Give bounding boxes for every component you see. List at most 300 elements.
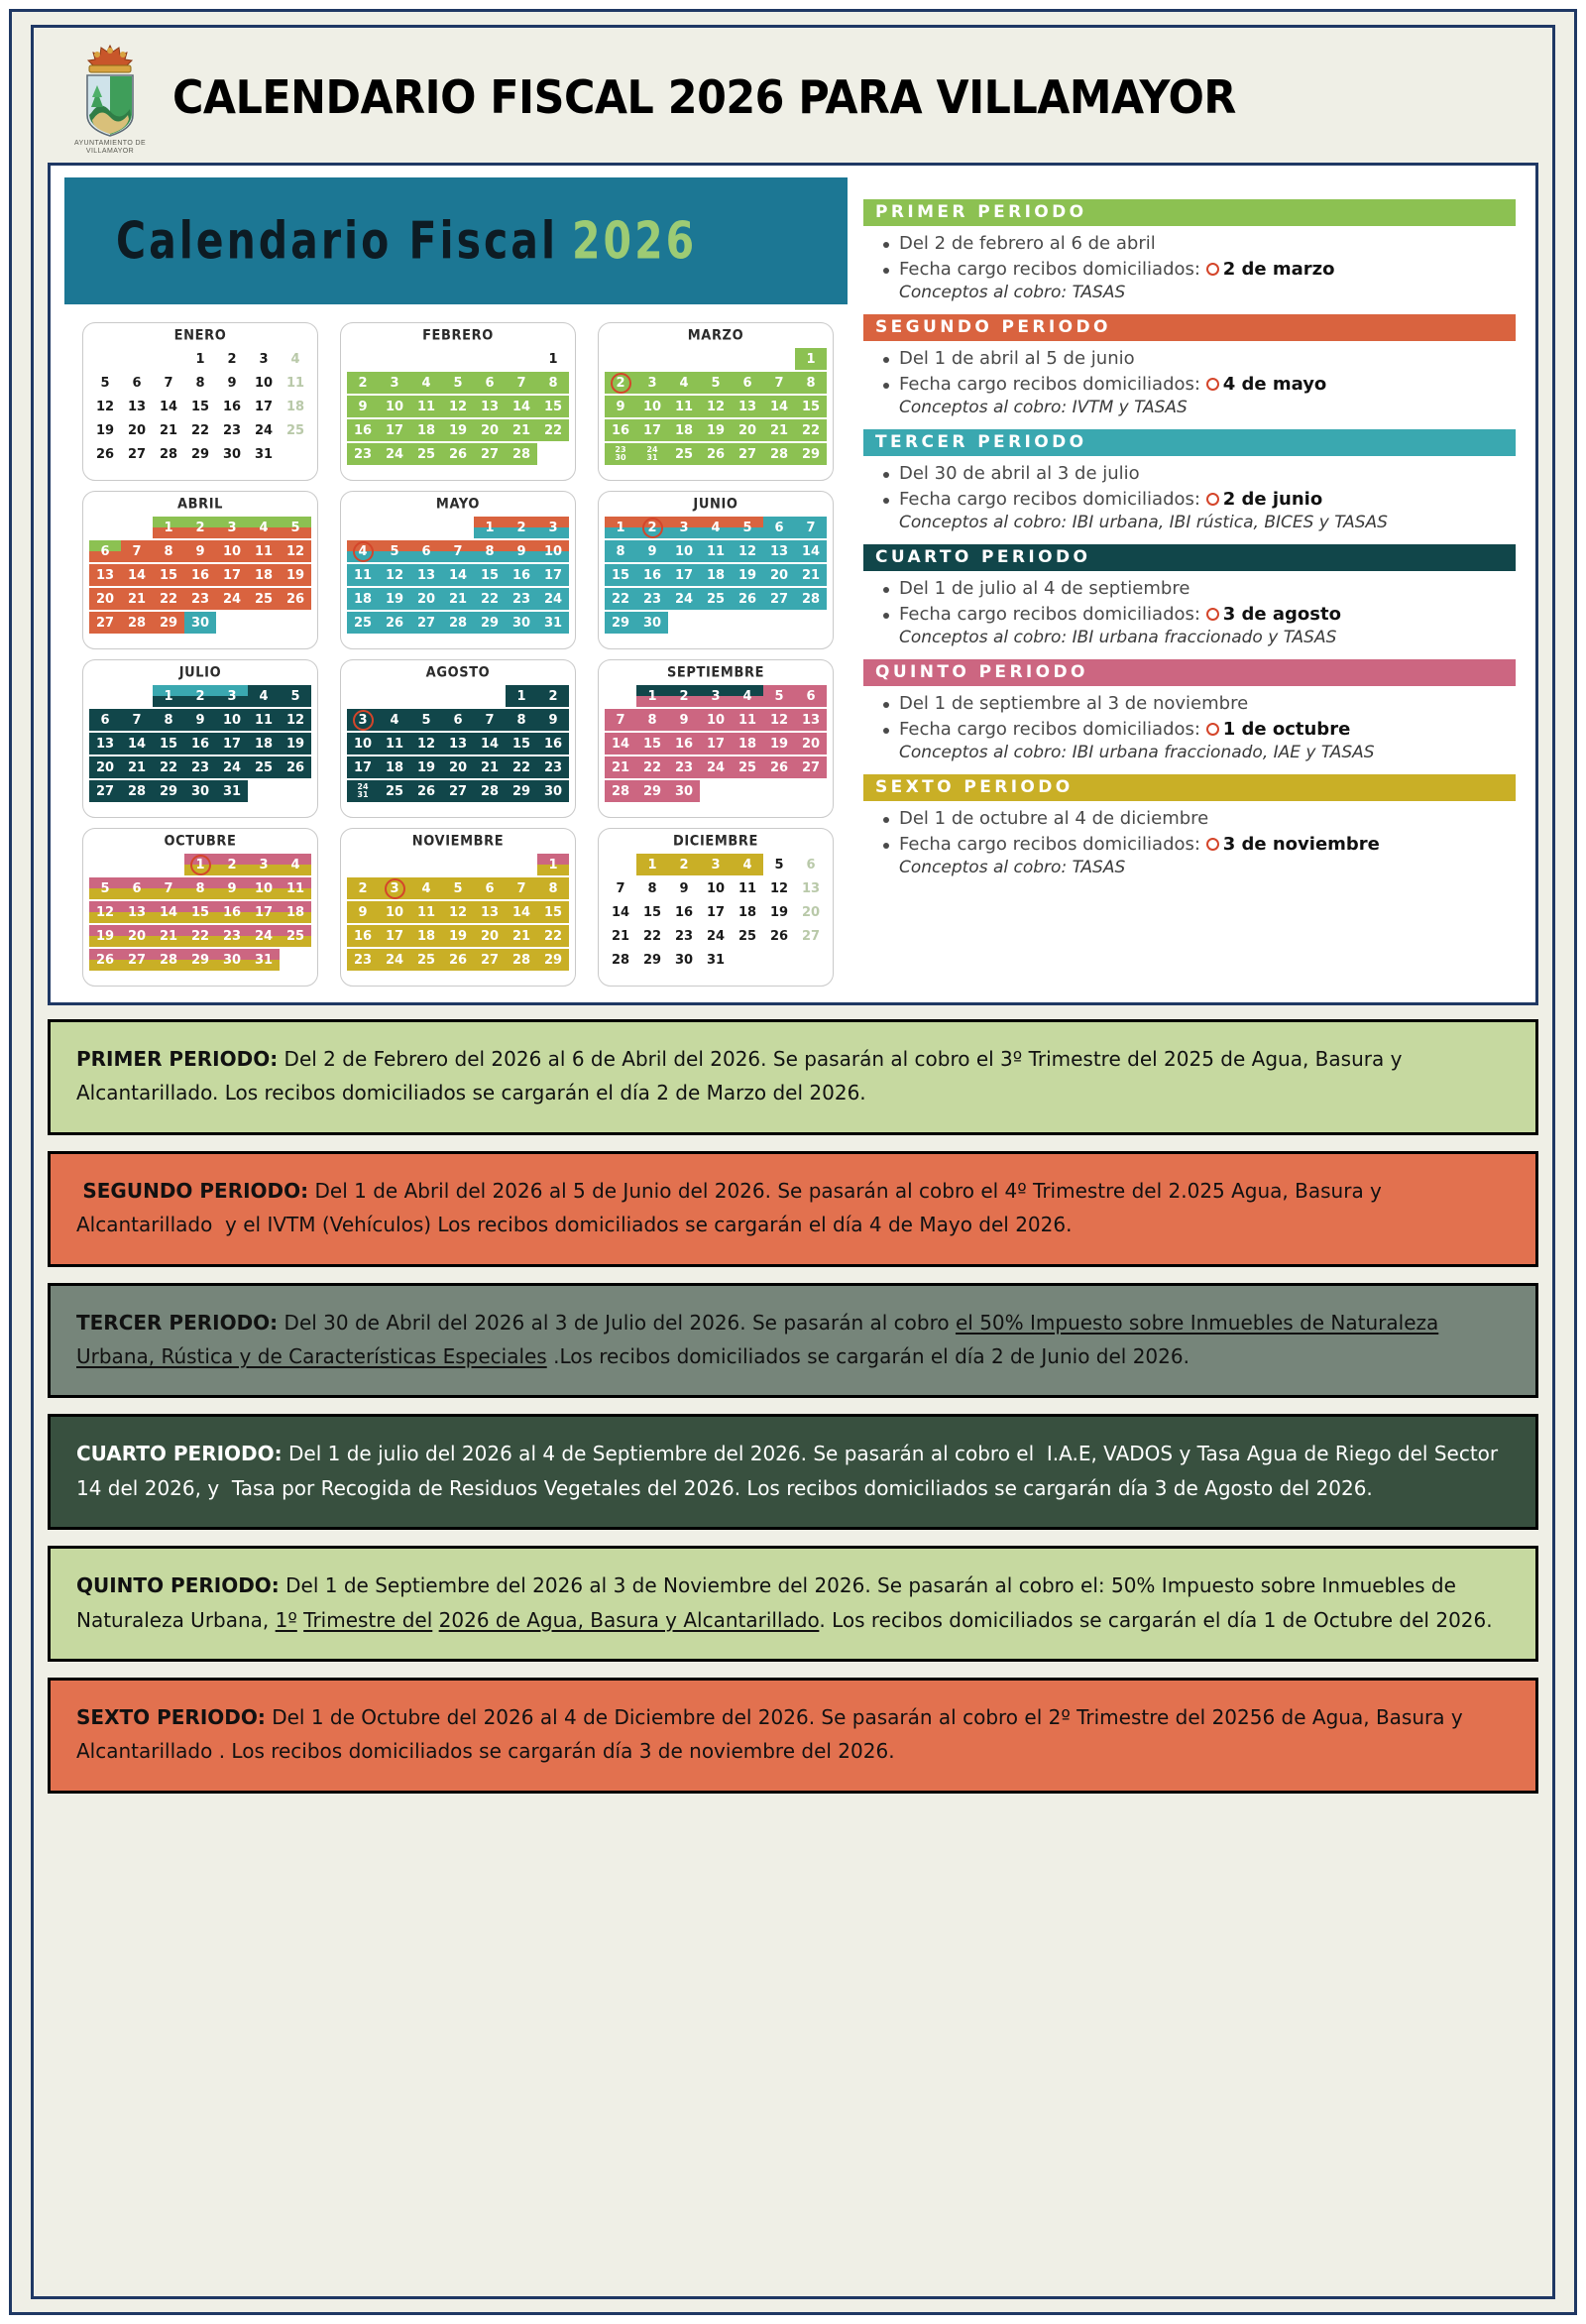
month-card: [598, 659, 834, 818]
day-cell: 11: [285, 375, 305, 391]
day-cell: 4: [700, 517, 732, 538]
day-cell: 14: [795, 540, 827, 562]
day-cell: [89, 517, 121, 538]
day-cell: 14: [153, 901, 184, 923]
day-cell: 21: [442, 588, 474, 610]
page-header: [48, 38, 1538, 163]
week-row: [89, 564, 311, 586]
period-charge-line: [879, 257, 1514, 283]
day-cell: 4: [732, 854, 763, 875]
day-cell: 23: [222, 422, 242, 438]
day-cell: 7: [795, 517, 827, 538]
day-cell: 7: [474, 709, 506, 731]
day-cell: 3: [700, 685, 732, 707]
day-cell: 22: [190, 422, 210, 438]
period-charge-line: [879, 717, 1514, 743]
day-cell: 2: [605, 372, 636, 394]
day-cell: [605, 854, 636, 875]
day-cell: 24: [379, 949, 410, 971]
day-cell: 1: [474, 517, 506, 538]
day-cell: 26: [280, 588, 311, 610]
day-cell: 22: [474, 588, 506, 610]
day-cell: 5: [442, 877, 474, 899]
week-row: [89, 419, 311, 441]
month-name: SEPTIEMBRE: [666, 664, 765, 681]
day-cell: 28: [506, 949, 537, 971]
week-row: [89, 901, 311, 923]
day-cell: [442, 348, 474, 370]
day-cell: 9: [537, 709, 569, 731]
week-row: [605, 419, 827, 441]
day-cell: 11: [410, 901, 442, 923]
day-cell: [379, 517, 410, 538]
day-cell: 26: [442, 443, 474, 465]
villamayor-coat-of-arms-icon: [73, 42, 147, 156]
period-charge-date: 4 de mayo: [1206, 374, 1327, 395]
charge-date-ring-icon: [1206, 608, 1219, 621]
day-cell: 6: [442, 709, 474, 731]
day-cell: 18: [248, 564, 280, 586]
day-cell: 6: [410, 540, 442, 562]
day-cell: 24 31: [636, 443, 668, 465]
calendar-banner-text: Calendario Fiscal: [116, 211, 559, 271]
day-cell: 4: [347, 540, 379, 562]
day-cell: 10: [379, 901, 410, 923]
day-cell: 23: [674, 928, 694, 944]
day-cell: 11: [410, 396, 442, 417]
day-cell: 15: [506, 733, 537, 755]
day-cell: 29: [636, 780, 668, 802]
day-cell: [763, 612, 795, 634]
week-row: [605, 564, 827, 586]
week-row: [347, 780, 569, 802]
day-cell: 15: [153, 564, 184, 586]
day-cell: 8: [195, 375, 205, 391]
day-cell: [442, 517, 474, 538]
day-cell: 24: [379, 443, 410, 465]
day-cell: 29: [537, 949, 569, 971]
day-cell: 2: [636, 517, 668, 538]
day-cell: 5: [700, 372, 732, 394]
week-row: [89, 588, 311, 610]
period-description-cuarto-periodo: CUARTO PERIODO: Del 1 de julio del 2026 al 4 de Septiembre del 2026. Se pasarán al cobro el I.A.E, VADOS y Tasa Agua de Riego del Sector 14 del 2026, y Tasa por Recogida de Residuos Vegetales del 2026. Los recibos domiciliados se cargarán día 3 de Agosto del 2026.: [48, 1414, 1538, 1530]
day-cell: 9: [227, 375, 237, 391]
week-row: [89, 925, 311, 947]
day-cell: 30: [216, 949, 248, 971]
day-cell: 10: [636, 396, 668, 417]
day-cell: [280, 443, 311, 465]
week-row: [347, 877, 569, 899]
day-cell: 29: [642, 952, 662, 968]
month-card: [340, 322, 576, 481]
month-name: JULIO: [178, 664, 222, 681]
day-cell: 15: [474, 564, 506, 586]
day-cell: 5: [732, 517, 763, 538]
day-cell: 3: [668, 517, 700, 538]
day-cell: 4: [410, 372, 442, 394]
day-cell: 15: [795, 396, 827, 417]
day-cell: 16: [347, 925, 379, 947]
day-cell: 28: [763, 443, 795, 465]
day-cell: 22: [795, 419, 827, 441]
day-cell: [379, 348, 410, 370]
day-cell: 10: [216, 540, 248, 562]
day-cell: 30: [668, 780, 700, 802]
day-cell: 21: [159, 422, 178, 438]
day-cell: 1: [636, 685, 668, 707]
week-row: [605, 588, 827, 610]
day-cell: 22: [642, 928, 662, 944]
day-cell: 21: [474, 756, 506, 778]
day-cell: 9: [216, 877, 248, 899]
day-cell: 19: [280, 733, 311, 755]
day-cell: 13: [121, 901, 153, 923]
charge-date-ring-icon: [642, 518, 663, 538]
week-row: [347, 925, 569, 947]
day-cell: 12: [763, 709, 795, 731]
day-cell: 13: [763, 540, 795, 562]
day-cell: 20: [801, 904, 821, 920]
day-cell: 14: [506, 901, 537, 923]
day-cell: 9: [636, 540, 668, 562]
period-date-range: Del 30 de abril al 3 de julio: [879, 461, 1514, 487]
period-charge-label: Fecha cargo recibos domiciliados:: [899, 488, 1206, 510]
day-cell: 14: [611, 904, 630, 920]
period-charge-line: [879, 602, 1514, 628]
day-cell: 19: [700, 419, 732, 441]
month-card: [82, 491, 318, 649]
day-cell: 15: [537, 396, 569, 417]
fiscal-calendar-infographic: [48, 163, 1538, 1005]
week-row: [347, 540, 569, 562]
day-cell: 30: [184, 780, 216, 802]
day-cell: 30: [537, 780, 569, 802]
day-cell: 22: [636, 756, 668, 778]
day-cell: 18: [280, 901, 311, 923]
day-cell: 1: [506, 685, 537, 707]
week-row: [89, 949, 311, 971]
week-row: [347, 709, 569, 731]
day-cell: 22: [605, 588, 636, 610]
period-charge-label: Fecha cargo recibos domiciliados:: [899, 603, 1206, 625]
day-cell: 29: [506, 780, 537, 802]
day-cell: 9: [668, 709, 700, 731]
day-cell: 20: [763, 564, 795, 586]
day-cell: 2: [347, 372, 379, 394]
day-cell: 21: [605, 756, 636, 778]
day-cell: 14: [121, 733, 153, 755]
day-cell: 1: [153, 685, 184, 707]
day-cell: 28: [442, 612, 474, 634]
period-charge-date: 1 de octubre: [1206, 719, 1351, 740]
day-cell: [763, 949, 795, 971]
week-row: [605, 854, 827, 875]
day-cell: 15: [605, 564, 636, 586]
day-cell: 7: [442, 540, 474, 562]
day-cell: [763, 348, 795, 370]
day-cell: 6: [132, 375, 142, 391]
week-row: [347, 901, 569, 923]
day-cell: 15: [537, 901, 569, 923]
day-cell: 31: [706, 952, 726, 968]
day-cell: 23 30: [605, 443, 636, 465]
day-cell: 1: [537, 854, 569, 875]
day-cell: [474, 854, 506, 875]
day-cell: [216, 612, 248, 634]
day-cell: [410, 854, 442, 875]
day-cell: 28: [474, 780, 506, 802]
month-name: MARZO: [687, 327, 744, 344]
day-cell: 2: [227, 351, 237, 367]
day-cell: 10: [216, 709, 248, 731]
day-cell: 12: [95, 399, 115, 414]
period-heading: QUINTO PERIODO: [863, 659, 1516, 686]
crest-caption: AYUNTAMIENTO DE VILLAMAYOR: [73, 140, 147, 156]
period-legend-entry: [863, 314, 1516, 423]
day-cell: 30: [674, 952, 694, 968]
day-cell: 14: [763, 396, 795, 417]
month-name: MAYO: [435, 496, 481, 513]
day-cell: 26: [280, 756, 311, 778]
day-cell: 17: [379, 419, 410, 441]
day-cell: 1: [795, 348, 827, 370]
day-cell: 24: [700, 756, 732, 778]
month-name: FEBRERO: [422, 327, 494, 344]
day-cell: 3: [537, 517, 569, 538]
day-cell: 4: [248, 685, 280, 707]
day-cell: 22: [153, 588, 184, 610]
period-charge-date: 2 de marzo: [1206, 259, 1335, 280]
day-cell: 29: [184, 949, 216, 971]
day-cell: 3: [216, 685, 248, 707]
period-description-tercer-periodo: TERCER PERIODO: Del 30 de Abril del 2026 al 3 de Julio del 2026. Se pasarán al cobro el 50% Impuesto sobre Inmuebles de Naturaleza Urbana, Rústica y de Características Especiales .Los recibos domiciliados se cargarán el día 2 de Junio del 2026.: [48, 1283, 1538, 1399]
calendar-months-section: [64, 177, 848, 987]
day-cell: 19: [763, 733, 795, 755]
day-cell: 3: [379, 877, 410, 899]
day-cell: [700, 612, 732, 634]
day-cell: [280, 780, 311, 802]
period-description-quinto-periodo: QUINTO PERIODO: Del 1 de Septiembre del 2026 al 3 de Noviembre del 2026. Se pasarán al cobro el: 50% Impuesto sobre Inmuebles de Naturaleza Urbana, 1º Trimestre del 2026 de Agua, Basura y Alcantarillado. Los recibos domiciliados se cargarán el día 1 de Octubre del 2026.: [48, 1546, 1538, 1662]
day-cell: 7: [506, 372, 537, 394]
week-row: [89, 517, 311, 538]
day-cell: 1: [605, 517, 636, 538]
period-charge-label: Fecha cargo recibos domiciliados:: [899, 258, 1206, 280]
period-heading: CUARTO PERIODO: [863, 544, 1516, 571]
day-cell: 5: [379, 540, 410, 562]
day-cell: 11: [280, 877, 311, 899]
day-cell: 22: [184, 925, 216, 947]
period-legend-entry: [863, 199, 1516, 308]
day-cell: 18: [410, 419, 442, 441]
periods-legend: [863, 177, 1522, 987]
week-row: [89, 756, 311, 778]
day-cell: [700, 780, 732, 802]
day-cell: 12: [700, 396, 732, 417]
months-grid: [64, 322, 848, 987]
month-card: [340, 659, 576, 818]
day-cell: 6: [795, 685, 827, 707]
day-cell: 18: [668, 419, 700, 441]
month-card: [82, 659, 318, 818]
day-cell: 2: [216, 854, 248, 875]
day-cell: 8: [184, 877, 216, 899]
day-cell: 23: [537, 756, 569, 778]
day-cell: 2: [668, 854, 700, 875]
day-cell: 28: [605, 780, 636, 802]
week-row: [605, 756, 827, 778]
day-cell: [121, 517, 153, 538]
day-cell: 30: [184, 612, 216, 634]
day-cell: 21: [121, 756, 153, 778]
charge-date-ring-icon: [1206, 263, 1219, 276]
day-cell: 28: [153, 949, 184, 971]
month-card: [598, 828, 834, 987]
day-cell: 12: [280, 540, 311, 562]
day-cell: 5: [774, 857, 784, 872]
day-cell: 6: [121, 877, 153, 899]
day-cell: 31: [216, 780, 248, 802]
week-row: [89, 877, 311, 899]
week-row: [605, 396, 827, 417]
day-cell: [700, 348, 732, 370]
day-cell: 27: [474, 949, 506, 971]
day-cell: 28: [611, 952, 630, 968]
period-date-range: Del 1 de abril al 5 de junio: [879, 346, 1514, 372]
day-cell: 20: [732, 419, 763, 441]
day-cell: 18: [379, 756, 410, 778]
day-cell: 24: [706, 928, 726, 944]
day-cell: 17: [347, 756, 379, 778]
day-cell: 13: [801, 880, 821, 896]
day-cell: 9: [347, 901, 379, 923]
day-cell: 15: [636, 733, 668, 755]
day-cell: 16: [222, 399, 242, 414]
day-cell: 19: [410, 756, 442, 778]
day-cell: 10: [347, 733, 379, 755]
day-cell: [795, 612, 827, 634]
week-row: [605, 372, 827, 394]
day-cell: 7: [763, 372, 795, 394]
day-cell: 8: [795, 372, 827, 394]
day-cell: [89, 685, 121, 707]
day-cell: 3: [248, 854, 280, 875]
day-cell: 18: [700, 564, 732, 586]
period-legend-entry: [863, 429, 1516, 538]
week-row: [347, 517, 569, 538]
week-row: [605, 780, 827, 802]
period-heading: SEGUNDO PERIODO: [863, 314, 1516, 341]
day-cell: 2: [537, 685, 569, 707]
month-name: JUNIO: [693, 496, 738, 513]
day-cell: 25: [410, 443, 442, 465]
day-cell: 17: [216, 564, 248, 586]
day-cell: [347, 685, 379, 707]
day-cell: 13: [410, 564, 442, 586]
week-row: [347, 854, 569, 875]
day-cell: 18: [732, 733, 763, 755]
day-cell: 25: [410, 949, 442, 971]
day-cell: 13: [474, 396, 506, 417]
day-cell: 13: [795, 709, 827, 731]
day-cell: 29: [474, 612, 506, 634]
day-cell: 18: [347, 588, 379, 610]
day-cell: 17: [248, 901, 280, 923]
day-cell: 16: [537, 733, 569, 755]
day-cell: 14: [442, 564, 474, 586]
poster-inner-frame: [31, 25, 1555, 2299]
day-cell: 12: [442, 396, 474, 417]
day-cell: 13: [89, 733, 121, 755]
day-cell: 17: [254, 399, 274, 414]
week-row: [605, 733, 827, 755]
day-cell: 26: [769, 928, 789, 944]
day-cell: 26: [410, 780, 442, 802]
day-cell: 28: [121, 612, 153, 634]
day-cell: [379, 854, 410, 875]
day-cell: 4: [732, 685, 763, 707]
day-cell: 21: [506, 419, 537, 441]
day-cell: 30: [636, 612, 668, 634]
day-cell: [248, 612, 280, 634]
week-row: [605, 443, 827, 465]
day-cell: 28: [121, 780, 153, 802]
day-cell: 5: [100, 375, 110, 391]
day-cell: 7: [506, 877, 537, 899]
day-cell: 17: [537, 564, 569, 586]
month-card: [598, 322, 834, 481]
day-cell: [121, 685, 153, 707]
period-date-range: Del 1 de septiembre al 3 de noviembre: [879, 691, 1514, 717]
day-cell: 9: [347, 396, 379, 417]
day-cell: 23: [347, 443, 379, 465]
day-cell: 6: [806, 857, 816, 872]
week-row: [347, 396, 569, 417]
day-cell: 8: [537, 877, 569, 899]
day-cell: 29: [153, 780, 184, 802]
day-cell: 28: [506, 443, 537, 465]
day-cell: [410, 348, 442, 370]
period-heading: SEXTO PERIODO: [863, 774, 1516, 801]
day-cell: [537, 443, 569, 465]
day-cell: 2: [184, 517, 216, 538]
day-cell: 23: [506, 588, 537, 610]
day-cell: 8: [474, 540, 506, 562]
day-cell: 1: [184, 854, 216, 875]
week-row: [89, 780, 311, 802]
day-cell: 8: [506, 709, 537, 731]
day-cell: 27: [89, 780, 121, 802]
day-cell: 24: [254, 422, 274, 438]
day-cell: [248, 780, 280, 802]
week-row: [89, 854, 311, 875]
week-row: [89, 685, 311, 707]
day-cell: 8: [153, 709, 184, 731]
day-cell: 7: [616, 880, 625, 896]
month-name: ABRIL: [176, 496, 224, 513]
day-cell: 30: [222, 446, 242, 462]
day-cell: 26: [95, 446, 115, 462]
month-card: [340, 491, 576, 649]
calendar-banner-year: 2026: [572, 211, 698, 271]
week-row: [347, 685, 569, 707]
day-cell: [280, 949, 311, 971]
day-cell: 13: [89, 564, 121, 586]
day-cell: [732, 780, 763, 802]
day-cell: 29: [795, 443, 827, 465]
day-cell: 26: [379, 612, 410, 634]
charge-date-ring-icon: [190, 855, 211, 875]
charge-date-ring-icon: [1206, 723, 1219, 736]
